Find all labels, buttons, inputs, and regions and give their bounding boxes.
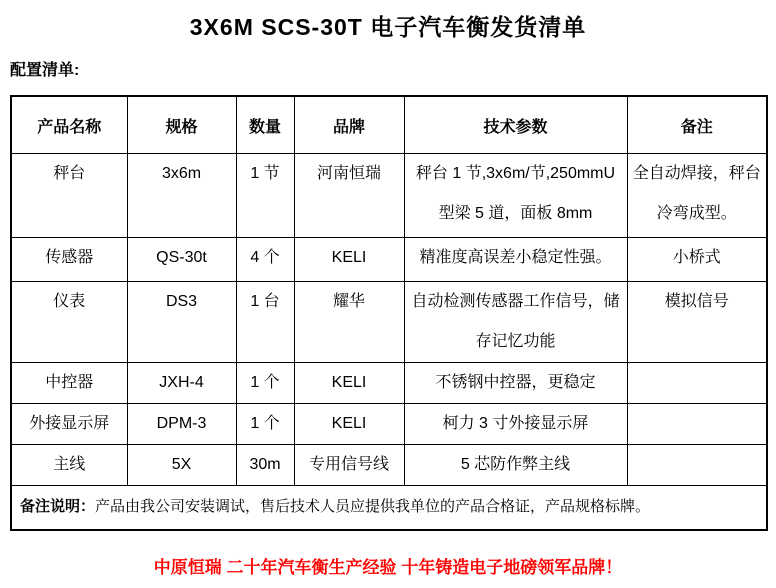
cell-remark bbox=[627, 404, 767, 445]
cell-qty: 1 节 bbox=[236, 154, 294, 238]
table-row-main-cable bbox=[11, 445, 767, 486]
table-row-junction-box bbox=[11, 363, 767, 404]
cell-qty: 30m bbox=[236, 445, 294, 486]
page-title: 3X6M SCS-30T 电子汽车衡发货清单 bbox=[189, 14, 587, 40]
cell-remark: 小桥式 bbox=[627, 238, 767, 282]
cell-remark: 全自动焊接，秤台冷弯成型。 bbox=[627, 154, 767, 238]
cell-brand: 耀华 bbox=[294, 282, 404, 363]
cell-tech-params: 5 芯防作弊主线 bbox=[404, 445, 627, 486]
table-header-row bbox=[11, 96, 767, 154]
table-row-indicator bbox=[11, 282, 767, 363]
section-label: 配置清单: bbox=[10, 62, 80, 79]
table-row-remark-note bbox=[11, 486, 767, 530]
header-spec: 规格 bbox=[127, 96, 236, 154]
cell-spec: DS3 bbox=[127, 282, 236, 363]
cell-qty: 1 个 bbox=[236, 404, 294, 445]
header-brand: 品牌 bbox=[294, 96, 404, 154]
cell-tech-params: 秤台 1 节,3x6m/节,250mmU 型梁 5 道，面板 8mm bbox=[404, 154, 627, 238]
header-qty: 数量 bbox=[236, 96, 294, 154]
cell-product-name: 主线 bbox=[11, 445, 127, 486]
cell-brand: 专用信号线 bbox=[294, 445, 404, 486]
cell-tech-params: 柯力 3 寸外接显示屏 bbox=[404, 404, 627, 445]
cell-spec: 3x6m bbox=[127, 154, 236, 238]
cell-brand: KELI bbox=[294, 363, 404, 404]
header-product-name: 产品名称 bbox=[11, 96, 127, 154]
remark-note-text: 产品由我公司安装调试，售后技术人员应提供我单位的产品合格证，产品规格标牌。 bbox=[95, 498, 651, 516]
cell-brand: KELI bbox=[294, 404, 404, 445]
cell-remark-note bbox=[11, 486, 767, 530]
cell-spec: QS-30t bbox=[127, 238, 236, 282]
cell-product-name: 中控器 bbox=[11, 363, 127, 404]
cell-qty: 1 台 bbox=[236, 282, 294, 363]
cell-tech-params: 自动检测传感器工作信号，储存记忆功能 bbox=[404, 282, 627, 363]
cell-product-name: 仪表 bbox=[11, 282, 127, 363]
header-tech-params: 技术参数 bbox=[404, 96, 627, 154]
cell-product-name: 外接显示屏 bbox=[11, 404, 127, 445]
cell-remark: 模拟信号 bbox=[627, 282, 767, 363]
cell-qty: 4 个 bbox=[236, 238, 294, 282]
cell-tech-params: 不锈钢中控器，更稳定 bbox=[404, 363, 627, 404]
shipping-spec-table bbox=[10, 95, 768, 531]
cell-product-name: 传感器 bbox=[11, 238, 127, 282]
footer-slogan: 中原恒瑞 二十年汽车衡生产经验 十年铸造电子地磅领军品牌！ bbox=[153, 558, 623, 577]
cell-tech-params: 精准度高误差小稳定性强。 bbox=[404, 238, 627, 282]
cell-brand: KELI bbox=[294, 238, 404, 282]
remark-note-label: 备注说明： bbox=[20, 498, 96, 516]
cell-spec: 5X bbox=[127, 445, 236, 486]
table-row-external-display bbox=[11, 404, 767, 445]
cell-qty: 1 个 bbox=[236, 363, 294, 404]
table-row-platform bbox=[11, 154, 767, 238]
cell-brand: 河南恒瑞 bbox=[294, 154, 404, 238]
table-row-sensor bbox=[11, 238, 767, 282]
cell-product-name: 秤台 bbox=[11, 154, 127, 238]
cell-remark bbox=[627, 363, 767, 404]
header-remark: 备注 bbox=[627, 96, 767, 154]
cell-spec: JXH-4 bbox=[127, 363, 236, 404]
cell-remark bbox=[627, 445, 767, 486]
cell-spec: DPM-3 bbox=[127, 404, 236, 445]
